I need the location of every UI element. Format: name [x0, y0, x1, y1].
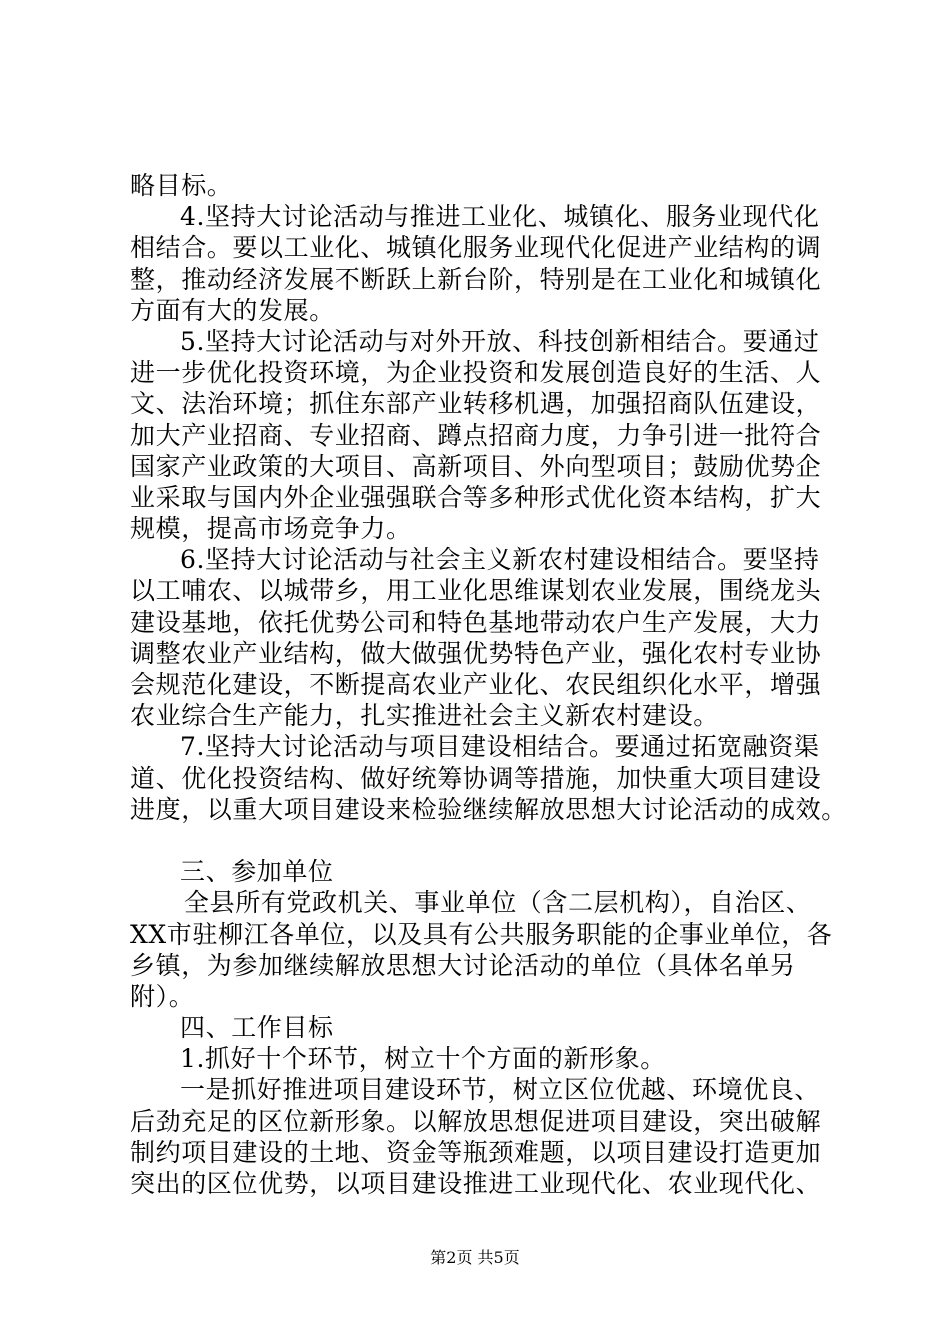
- text-line: 调整农业产业结构，做大做强优势特色产业，强化农村专业协: [130, 638, 822, 668]
- text-line: 会规范化建设，不断提高农业产业化、农民组织化水平，增强: [130, 670, 822, 699]
- text-line: 整，推动经济发展不断跃上新台阶，特别是在工业化和城镇化: [130, 264, 822, 294]
- text-line: 全县所有党政机关、事业单位（含二层机构），自治区、: [184, 888, 812, 918]
- paragraph-gap: [130, 825, 830, 856]
- text-line: 略目标。: [130, 171, 233, 200]
- section-heading: 三、参加单位: [180, 857, 334, 887]
- text-line: 5.坚持大讨论活动与对外开放、科技创新相结合。要通过: [180, 326, 820, 356]
- text-line: 附）。: [130, 981, 195, 1011]
- text-line: 进一步优化投资环境，为企业投资和发展创造良好的生活、人: [130, 358, 822, 388]
- text-line: 乡镇，为参加继续解放思想大讨论活动的单位（具体名单另: [130, 950, 796, 980]
- text-line: 建设基地，依托优势公司和特色基地带动农户生产发展，大力: [130, 607, 822, 637]
- text-line: 一是抓好推进项目建设环节，树立区位优越、环境优良、: [180, 1075, 821, 1105]
- text-line: 后劲充足的区位新形象。以解放思想促进项目建设，突出破解: [130, 1106, 822, 1136]
- text-line: 文、法治环境；抓住东部产业转移机遇，加强招商队伍建设，: [130, 389, 822, 419]
- text-line: 进度，以重大项目建设来检验继续解放思想大讨论活动的成效。: [130, 794, 847, 824]
- text-line: 业采取与国内外企业强强联合等多种形式优化资本结构，扩大: [130, 482, 822, 512]
- text-line: 道、优化投资结构、做好统筹协调等措施，加快重大项目建设: [130, 763, 822, 793]
- text-line: 以工哺农、以城带乡，用工业化思维谋划农业发展，围绕龙头: [130, 576, 822, 606]
- section-heading: 四、工作目标: [180, 1013, 334, 1043]
- text-line: 1.抓好十个环节，树立十个方面的新形象。: [180, 1044, 666, 1074]
- text-line: 7.坚持大讨论活动与项目建设相结合。要通过拓宽融资渠: [180, 732, 820, 762]
- text-line: 相结合。要以工业化、城镇化服务业现代化促进产业结构的调: [130, 233, 822, 263]
- text-line: 规模，提高市场竞争力。: [130, 514, 412, 544]
- document-body: [130, 170, 847, 1199]
- text-line: 6.坚持大讨论活动与社会主义新农村建设相结合。要坚持: [180, 545, 820, 575]
- text-line: 加大产业招商、专业招商、蹲点招商力度，力争引进一批符合: [130, 420, 822, 450]
- text-line: 农业综合生产能力，扎实推进社会主义新农村建设。: [130, 701, 719, 731]
- text-line: 4.坚持大讨论活动与推进工业化、城镇化、服务业现代化: [180, 202, 820, 232]
- page-number-footer: 第2页 共5页: [430, 1248, 520, 1267]
- text-line: 制约项目建设的土地、资金等瓶颈难题，以项目建设打造更加: [130, 1137, 822, 1167]
- text-line: XX市驻柳江各单位，以及具有公共服务职能的企事业单位，各: [130, 919, 833, 949]
- text-line: 国家产业政策的大项目、高新项目、外向型项目；鼓励优势企: [130, 451, 822, 481]
- text-line: 方面有大的发展。: [130, 295, 335, 325]
- text-line: 突出的区位优势，以项目建设推进工业现代化、农业现代化、: [130, 1169, 822, 1198]
